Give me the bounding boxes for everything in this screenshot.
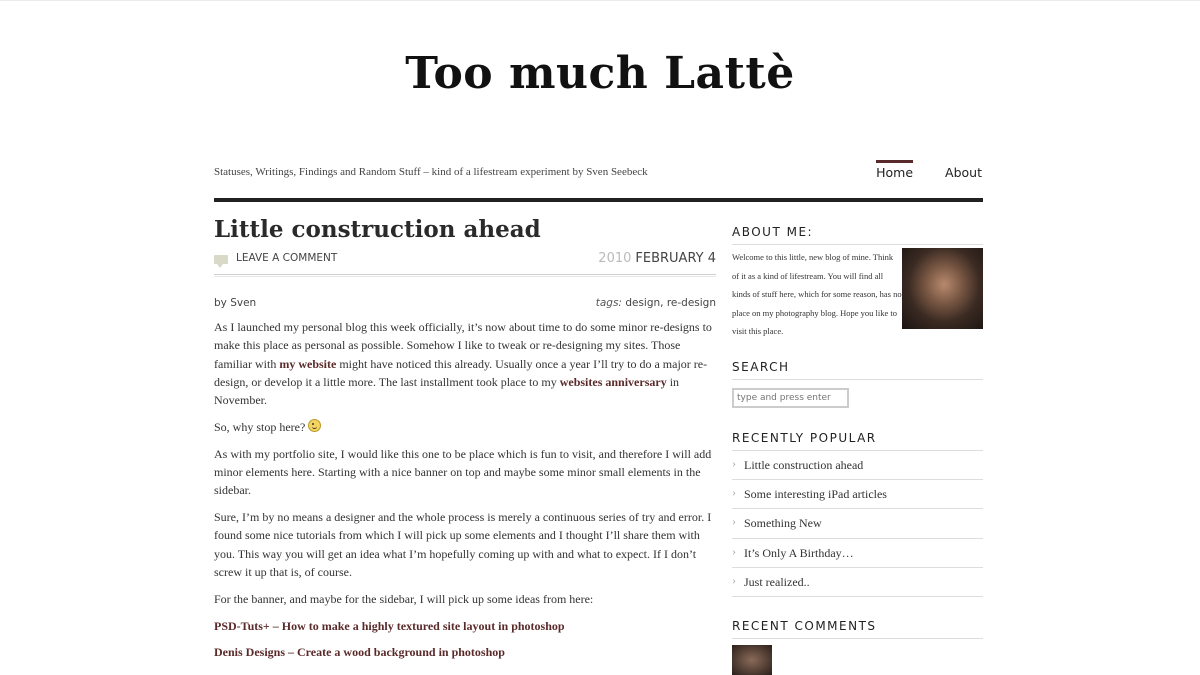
recent-comments-heading: RECENT COMMENTS — [732, 619, 983, 639]
tags-label: tags: — [595, 297, 622, 309]
comment-bubble-icon[interactable] — [214, 255, 228, 264]
post-author: by Sven — [214, 297, 257, 309]
nav-home[interactable]: Home — [876, 160, 913, 180]
tags-list[interactable]: design, re-design — [625, 297, 716, 309]
site-tagline: Statuses, Writings, Findings and Random Stuff – kind of a lifestream experiment by Sven Seebeck — [214, 166, 648, 178]
psd-tuts-link[interactable]: PSD-Tuts+ – How to make a highly textured site layout in photoshop — [214, 618, 565, 633]
popular-heading: RECENTLY POPULAR — [732, 431, 983, 451]
paragraph-1-text-c: in November. — [214, 374, 680, 408]
paragraph-1 — [214, 318, 716, 409]
search-heading: SEARCH — [732, 360, 983, 380]
about-widget — [732, 225, 983, 337]
popular-list — [732, 451, 983, 597]
search-widget — [732, 360, 983, 408]
post-date — [598, 251, 716, 266]
post-date-monthday: FEBRUARY 4 — [635, 251, 716, 266]
post-title[interactable]: Little construction ahead — [214, 216, 541, 243]
site-title[interactable]: Too much Lattè — [405, 48, 795, 99]
nav-about[interactable]: About — [945, 165, 982, 180]
paragraph-2 — [214, 418, 716, 436]
paragraph-3: As with my portfolio site, I would like this one to be place which is fun to visit, and therefore I will add minor elements here. Starting with a nice banner on top and maybe some minor small elements in the sidebar. — [214, 446, 712, 498]
paragraph-5: For the banner, and maybe for the sidebar, I will pick up some ideas from here: — [214, 591, 594, 606]
post-content — [214, 318, 716, 670]
denis-designs-link[interactable]: Denis Designs – Create a wood background in photoshop — [214, 645, 505, 660]
meta-divider — [214, 274, 716, 277]
wink-smiley-icon — [308, 419, 321, 432]
search-input[interactable] — [732, 388, 849, 408]
about-body — [732, 248, 983, 337]
about-text: Welcome to this little, new blog of mine. Think of it as a kind of lifestream. You will find all kinds of stuff here, which for some reason, has no place on my photography blog. Hope you like to visit this place. — [732, 252, 902, 337]
websites-anniversary-link[interactable]: websites anniversary — [559, 374, 667, 389]
paragraph-2-text: So, why stop here? — [214, 419, 309, 434]
popular-item[interactable]: › Little construction ahead — [732, 451, 983, 480]
post-date-year: 2010 — [598, 251, 632, 266]
paragraph-7 — [214, 643, 716, 661]
main-nav — [876, 160, 982, 180]
commenter-avatar[interactable] — [732, 645, 772, 675]
post-tags — [596, 297, 716, 309]
popular-item[interactable]: › Something New — [732, 509, 983, 538]
paragraph-6 — [214, 617, 716, 635]
recent-comments-widget — [732, 619, 983, 675]
popular-item[interactable]: › Just realized.. — [732, 568, 983, 597]
post-byline — [214, 297, 716, 311]
header-divider — [214, 198, 983, 202]
author-avatar — [902, 248, 983, 329]
paragraph-1-text-b: might have noticed this already. Usually once a year I’ll try to do a major re-design, or develop it a little more. The last installment took place to my — [214, 356, 708, 389]
popular-widget — [732, 431, 983, 597]
about-heading: ABOUT ME: — [732, 225, 983, 245]
post-meta — [214, 252, 716, 268]
leave-comment-link[interactable]: LEAVE A COMMENT — [236, 252, 338, 264]
paragraph-4: Sure, I’m by no means a designer and the whole process is merely a continuous series of try and error. I found some nice tutorials from which I will pick up some elements and I thought I’ll share them with you. This way you will get an idea what I’m hopefully coming up with and what to expect. If I don’t screw it up that is, of course. — [214, 510, 712, 580]
paragraph-1-text-a: As I launched my personal blog this week officially, it’s now about time to do some minor re-designs to make this place as personal as possible. Somehow I like to tweak or re-designing my sites. Those familiar with — [214, 320, 712, 371]
popular-item[interactable]: › It’s Only A Birthday… — [732, 539, 983, 568]
popular-item[interactable]: › Some interesting iPad articles — [732, 480, 983, 509]
my-website-link[interactable]: my website — [279, 356, 337, 371]
top-border — [0, 0, 1200, 1]
